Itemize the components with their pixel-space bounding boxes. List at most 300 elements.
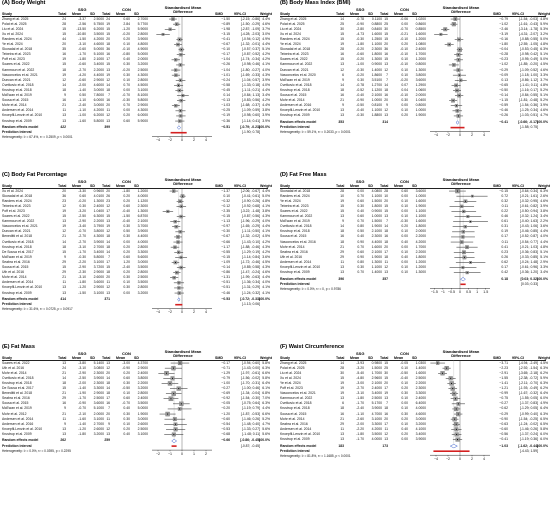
smd-value: −0.86 (221, 270, 230, 275)
con-total: 20 (384, 42, 388, 46)
ssg-mean: -1.40 (78, 421, 86, 426)
study-name: Cvetkovic et al. 2018 (280, 224, 312, 229)
ci-value: [-3.22; -1.48] (240, 208, 260, 213)
panel-title: (C) Body Fat Percentage (2, 172, 67, 178)
ci-value: [-1.58; 0.75] (519, 125, 538, 130)
smd-value: −0.41 (499, 437, 508, 441)
study-col-header: Study (2, 355, 12, 360)
ssg-sd: 3.2000 (93, 431, 104, 436)
ci-value: [-1.72; -0.46] (240, 259, 260, 264)
study-name: Krustrup et al. 2018 (280, 406, 310, 411)
weight-value: 6.3% (262, 401, 270, 406)
con-total: 13 (106, 290, 110, 295)
study-name: Knoepfli-Lenzin et al. 2010 (280, 108, 321, 113)
ssg-total: 16 (340, 411, 344, 416)
ssg-total: 19 (62, 72, 66, 77)
con-sd: 4.3000 (137, 72, 148, 77)
weight-value: 5.2% (262, 416, 270, 421)
con-total: 18 (106, 380, 110, 385)
study-name: Cvetkovic et al. 2018 (2, 82, 34, 87)
con-mean: 0.30 (123, 380, 130, 385)
smd-value: −0.54 (221, 421, 230, 426)
con-mean: -0.40 (122, 219, 130, 224)
ssg-mean: -0.90 (356, 21, 364, 26)
ssg-sd: 1.1000 (371, 193, 382, 198)
smd-value: −0.29 (499, 67, 508, 72)
study-name: Mohr et al. 2014 (2, 370, 27, 375)
ssg-mean: -0.30 (78, 254, 86, 259)
ssg-mean: -2.40 (356, 406, 364, 411)
weight-value: 4.8% (540, 244, 548, 249)
con-sd: 1.2000 (415, 259, 426, 264)
weight-value: 5.1% (540, 254, 548, 259)
study-name: Vasconcelos et al. 2016 (280, 239, 316, 244)
ci-value: [-1.04; 0.57] (241, 77, 260, 82)
weight-value: 6.0% (540, 437, 548, 441)
con-sd: 2.6000 (137, 421, 148, 426)
ssg-mean: -2.70 (78, 67, 86, 72)
smd-value: −1.02 (499, 21, 508, 26)
study-name: Kammoun et al. 2022 (2, 67, 35, 72)
ssg-sd: 2.3000 (93, 370, 104, 375)
con-sd: 2.2000 (415, 249, 426, 254)
weight-value: 6.0% (540, 431, 548, 436)
con-mean: 0.10 (401, 198, 408, 203)
study-name: McEwan et al. 2019 (2, 93, 32, 97)
con-sd: 3.5000 (137, 401, 148, 406)
con-mean: 0.40 (401, 254, 408, 259)
smd-value: −0.66 (221, 438, 230, 443)
study-name: Knoepfli-Lenzin et al. 2010 (2, 113, 43, 118)
smd-value: −2.23 (499, 365, 508, 370)
ci-value: [-0.54; 0.77] (519, 239, 538, 244)
ci-value: [-0.84; 1.13] (241, 93, 260, 97)
con-total: 36 (384, 47, 388, 52)
study-name: Skoradal et al. 2018 (2, 47, 33, 52)
ssg-mean: -1.50 (78, 36, 86, 41)
con-sd: 1.1000 (415, 214, 426, 218)
con-sd: 2.2000 (137, 380, 148, 385)
mean-col-header: Mean (394, 355, 404, 360)
con-mean: 0.60 (401, 188, 408, 193)
ssg-total: 16 (340, 234, 344, 239)
ci-value: [-0.83; 0.56] (241, 98, 260, 103)
ci-value: [-1.62; -0.44] (518, 443, 538, 448)
ci-value: [-0.61; 0.82] (519, 203, 538, 208)
study-name: Mohr et al. 2014 (280, 244, 305, 249)
con-total: 7 (386, 401, 388, 406)
con-mean: 0.00 (123, 239, 130, 244)
ssg-mean: -0.70 (78, 406, 86, 411)
ssg-total: 11 (340, 426, 344, 431)
ssg-mean: -0.60 (78, 77, 86, 82)
weight-value: 4.9% (262, 36, 270, 41)
ssg-total: 9 (342, 219, 344, 224)
ssg-mean: -2.70 (356, 386, 364, 390)
ci-value: [-0.66; -0.17] (518, 119, 538, 124)
weight-value: 4.4% (262, 16, 270, 21)
ssg-mean: -1.00 (356, 62, 364, 67)
ssg-mean: -1.80 (356, 396, 364, 401)
con-mean: 0.00 (123, 290, 130, 295)
con-sd: 1.9000 (415, 203, 426, 208)
smd-value: −0.90 (499, 416, 508, 421)
con-sd: 1.2000 (415, 265, 426, 269)
study-name: De Sousa et al. 2017 (2, 249, 34, 254)
ssg-total: 13 (62, 219, 66, 224)
study-name: Teixeira et al. 2023 (2, 203, 31, 208)
sd-col-header: SD (90, 355, 95, 360)
study-col-header: Study (2, 183, 12, 188)
con-total: 13 (106, 360, 110, 365)
ssg-mean: -1.70 (78, 396, 86, 401)
con-mean: 0.10 (401, 380, 408, 385)
con-sd: 4.9000 (137, 47, 148, 52)
ssg-sd: 7.8000 (93, 93, 104, 97)
study-name: Duncan et al. 2021 (280, 67, 309, 72)
weight-value: 4.5% (540, 62, 548, 67)
study-name: Soares et al. 2022 (280, 57, 308, 62)
weight-value: 4.7% (540, 113, 548, 118)
weight-value: 100.0% (536, 443, 548, 448)
weight-value: 3.9% (262, 118, 270, 123)
ci-value: [-0.94; 0.60] (241, 360, 260, 365)
con-mean: 0.10 (401, 421, 408, 426)
con-total: 16 (106, 52, 110, 57)
weight-value: 5.1% (262, 47, 270, 52)
weight-value: 3.3% (540, 72, 548, 77)
smd-value: 0.62 (501, 259, 508, 264)
smd-value: 0.61 (501, 219, 508, 224)
ci-value: [-1.93; -0.49] (518, 386, 538, 390)
ssg-sd: 2.1000 (93, 57, 104, 62)
con-total: 9 (386, 103, 388, 108)
weight-value: 4.6% (540, 67, 548, 72)
smd-value: −1.15 (499, 98, 508, 103)
weight-value: 5.2% (540, 98, 548, 103)
ssg-sd: 4.7000 (371, 411, 382, 416)
ssg-total: 9 (64, 406, 66, 411)
weight-value: 4.5% (262, 259, 270, 264)
ssg-sd: 1.8000 (371, 52, 382, 57)
smd-value: −0.66 (221, 239, 230, 244)
ci-value: [-2.38; -0.72] (518, 375, 538, 380)
con-total: 18 (106, 391, 110, 396)
ssg-total: 13 (340, 62, 344, 67)
ci-value: [-0.61; 0.96] (519, 265, 538, 269)
ssg-sd: 3.0000 (93, 87, 104, 92)
ssg-mean: -0.70 (78, 229, 86, 234)
con-mean: 0.30 (123, 411, 130, 416)
smd-value: −0.97 (221, 224, 230, 229)
ssg-mean: -3.10 (78, 365, 86, 370)
ssg-sd: 0.8800 (371, 21, 382, 26)
con-total: 15 (384, 36, 388, 41)
con-total: 13 (384, 214, 388, 218)
study-name: Krustrup et al. 2009 (280, 270, 310, 275)
ssg-total: 13 (62, 113, 66, 118)
study-name: Mohr et al. 2012 (2, 411, 27, 416)
con-total: 15 (106, 31, 110, 36)
group1-header: SSG (78, 7, 87, 12)
study-row (278, 270, 550, 275)
ci-value: [-1.32; -0.01] (240, 42, 260, 46)
study-name: Soares et al. 2022 (2, 214, 30, 218)
smd-value: −1.80 (499, 42, 508, 46)
smd-value: −0.60 (221, 416, 230, 421)
weight-value: 4.1% (262, 285, 270, 290)
weight-value: 4.6% (540, 198, 548, 203)
ssg-sd: 1.8000 (371, 203, 382, 208)
con-sd: 3.2000 (137, 62, 148, 67)
weight-value: 100.0% (258, 125, 270, 130)
ssg-total: 19 (62, 224, 66, 229)
smd-value: −0.17 (221, 52, 230, 57)
con-sd: 3.7000 (137, 224, 148, 229)
study-name: Krustrup et al. 2009 (280, 437, 310, 441)
smd-value: −0.15 (499, 188, 508, 193)
con-sd: 1.0600 (415, 87, 426, 92)
con-total: 20 (384, 244, 388, 249)
weight-value: 5.1% (540, 52, 548, 57)
ssg-mean: -0.50 (356, 103, 364, 108)
con-sd: 4.3000 (137, 108, 148, 113)
smd-value: −1.17 (221, 244, 230, 249)
con-total: 16 (106, 401, 110, 406)
con-total: 17 (384, 386, 388, 390)
con-mean: 0.40 (401, 239, 408, 244)
weight-value: 5.1% (540, 93, 548, 97)
con-sd: 0.8000 (415, 103, 426, 108)
ssg-total: 6 (342, 72, 344, 77)
con-mean: 0.20 (123, 244, 130, 249)
ci-value: [-0.50; 0.94] (519, 208, 538, 213)
ssg-mean: 0.50 (79, 93, 86, 97)
mean-col-header: Mean (116, 11, 126, 16)
ci-value: [-0.90; 0.26] (241, 198, 260, 203)
weight-value: 4.0% (262, 219, 270, 224)
con-sd: 1.8000 (415, 224, 426, 229)
weight-value: 3.8% (262, 108, 270, 113)
con-sd: 3.3000 (415, 391, 426, 396)
con-sd: 2.0000 (415, 93, 426, 97)
con-total: 20 (106, 36, 110, 41)
weight-value: 4.7% (262, 421, 270, 426)
con-total: 20 (106, 370, 110, 375)
ssg-sd: 5.1700 (371, 401, 382, 406)
ci-value: [-0.33; 0.85] (519, 254, 538, 259)
sd-col-header: SD (412, 11, 417, 16)
ssg-total: 19 (340, 198, 344, 203)
ssg-sd: 3.4000 (93, 62, 104, 67)
con-total: 12 (106, 203, 110, 208)
sd-col-header: SD (90, 183, 95, 188)
weight-value: 6.3% (540, 365, 548, 370)
ssg-sd: 1.5000 (371, 219, 382, 224)
weight-value: 4.0% (262, 280, 270, 285)
smd-value: −1.37 (221, 188, 230, 193)
ssg-sd: 3.0000 (93, 103, 104, 108)
con-total: 25 (384, 365, 388, 370)
ssg-sd: 4.0800 (371, 188, 382, 193)
con-mean: 0.50 (123, 229, 130, 234)
ssg-total: 9 (342, 103, 344, 108)
ssg-total: 15 (62, 62, 66, 67)
smd-col-header: SMD (215, 11, 223, 16)
study-name: Andersen et al. 2014 (2, 108, 34, 113)
con-mean: -0.05 (400, 360, 408, 365)
con-total: 11 (384, 426, 388, 431)
ssg-sd: 2.6000 (93, 275, 104, 280)
ssg-sd: 1.1200 (371, 87, 382, 92)
ci-value: [-2.92; -1.54] (518, 365, 538, 370)
con-total: 20 (384, 380, 388, 385)
con-total: 12 (384, 67, 388, 72)
study-name: Andersen et al. 2014 (2, 416, 34, 421)
ssg-sd: 2.1000 (371, 229, 382, 234)
ssg-sd: 2.1000 (371, 249, 382, 254)
prediction-label: Prediction interval (2, 443, 32, 448)
ssg-mean: 0.30 (357, 265, 364, 269)
ssg-mean: -5.40 (356, 370, 364, 375)
ssg-total: 13 (340, 431, 344, 436)
weight-value: 3.8% (540, 208, 548, 213)
study-name: Sousa et al. 2015 (2, 265, 29, 269)
smd-value: −0.51 (221, 285, 230, 290)
x-tick-label: 1.5 (483, 289, 489, 294)
ci-value: [0.03; 0.32] (520, 276, 538, 281)
smd-value: −0.55 (221, 249, 230, 254)
ssg-mean: -2.00 (78, 82, 86, 87)
group2-header: CON (400, 179, 409, 184)
smd-value: −0.09 (499, 72, 508, 77)
weight-value: 2.2% (540, 219, 548, 224)
total-col-header: Total (102, 183, 111, 188)
group1-header: SSG (356, 7, 365, 12)
ssg-total: 18 (62, 87, 66, 92)
weight-col-header: Weight (260, 11, 272, 16)
ssg-mean: 0.60 (357, 249, 364, 254)
ssg-mean: -4.73 (356, 31, 364, 36)
x-tick-label: −2 (155, 451, 161, 456)
weight-value: 6.4% (540, 406, 548, 411)
con-mean: 0.20 (123, 198, 130, 203)
ssg-total: 28 (62, 21, 66, 26)
smd-value: −0.20 (221, 406, 230, 411)
con-total: 16 (384, 234, 388, 239)
ci-value: [-1.29; 0.05] (519, 406, 538, 411)
ssg-mean: 0.90 (357, 239, 364, 244)
ssg-total: 16 (62, 98, 66, 103)
ssg-sd: 0.9800 (371, 360, 382, 365)
panel-title: (D) Fat Free Mass (280, 172, 327, 178)
con-total: 19 (106, 21, 110, 26)
con-sd: 2.8000 (137, 285, 148, 290)
study-row (278, 437, 550, 442)
con-mean: 0.00 (123, 87, 130, 92)
ssg-sd: 4.0000 (371, 437, 382, 441)
ci-value: [-0.99; 0.40] (519, 411, 538, 416)
ssg-sd: 3.9000 (93, 239, 104, 244)
con-sd: 2.5000 (415, 375, 426, 380)
con-sd: 3.8000 (415, 72, 426, 77)
con-total: 16 (106, 98, 110, 103)
sd-col-header: SD (368, 183, 373, 188)
ssg-total: 353 (338, 119, 344, 124)
x-tick-label: −2 (445, 456, 451, 461)
ci-value: [-3.65; -2.18] (518, 370, 538, 375)
con-total: 30 (384, 26, 388, 31)
ci-value: [-0.46; 0.85] (519, 229, 538, 234)
ci-value: [-1.70; -0.31] (240, 380, 260, 385)
ssg-total: 29 (340, 421, 344, 426)
con-sd: 3.8000 (137, 375, 148, 380)
ssg-mean: -3.20 (78, 208, 86, 213)
ci-value: [-1.99; -0.63] (240, 275, 260, 280)
con-mean: -0.50 (400, 370, 408, 375)
ci-value: [-1.54; -0.03] (518, 16, 538, 21)
con-mean: 0.30 (123, 285, 130, 290)
ci-col-header: 95%-CI (234, 355, 246, 360)
smd-value: 0.26 (501, 254, 508, 259)
ci-value: [-1.33; 0.18] (241, 82, 260, 87)
con-total: 11 (106, 416, 110, 421)
pooled-label: Random effects model (280, 276, 317, 281)
ssg-sd: 0.9000 (371, 62, 382, 67)
ssg-mean: -1.40 (78, 87, 86, 92)
ssg-total: 30 (340, 26, 344, 31)
weight-value: 6.4% (262, 380, 270, 385)
con-mean: -0.70 (400, 26, 408, 31)
con-total: 14 (106, 82, 110, 87)
x-tick-label: 0 (181, 310, 183, 315)
con-sd: 4.2000 (415, 239, 426, 244)
ssg-mean: -0.20 (356, 72, 364, 77)
ssg-total: 24 (62, 365, 66, 370)
ssg-mean: -3.37 (78, 16, 86, 21)
ssg-total: 9 (64, 254, 66, 259)
weight-value: 4.2% (262, 57, 270, 62)
con-mean: 0.00 (401, 259, 408, 264)
con-total: 18 (106, 244, 110, 249)
ci-value: [-4.94; -2.49] (518, 360, 538, 365)
ci-value: [-1.80; -0.27] (240, 67, 260, 72)
con-mean: 0.20 (123, 426, 130, 431)
weight-value: 6.6% (262, 411, 270, 416)
con-mean: 0.30 (123, 62, 130, 67)
study-name: Soares et al. 2022 (280, 208, 308, 213)
con-sd: 1.2000 (137, 188, 148, 193)
con-sd: 1.3000 (415, 67, 426, 72)
ssg-total: 29 (62, 270, 66, 275)
smd-value: 0.11 (501, 239, 508, 244)
smd-value: −1.01 (221, 72, 230, 77)
ssg-total: 28 (340, 188, 344, 193)
weight-value: 4.4% (262, 275, 270, 280)
smd-value: −0.13 (221, 98, 230, 103)
con-total: 18 (384, 406, 388, 411)
sd-col-header: SD (368, 11, 373, 16)
study-name: Kammoun et al. 2022 (2, 219, 35, 224)
con-total: 16 (384, 411, 388, 416)
study-name: Mohr et al. 2014 (280, 98, 305, 103)
smd-value: −0.30 (221, 229, 230, 234)
con-total: 11 (384, 259, 388, 264)
con-mean: 0.30 (123, 224, 130, 229)
ci-value: [-1.09; 0.52] (519, 67, 538, 72)
con-total: 11 (106, 108, 110, 113)
study-name: Vasconcelos et al. 2021 (2, 72, 38, 77)
